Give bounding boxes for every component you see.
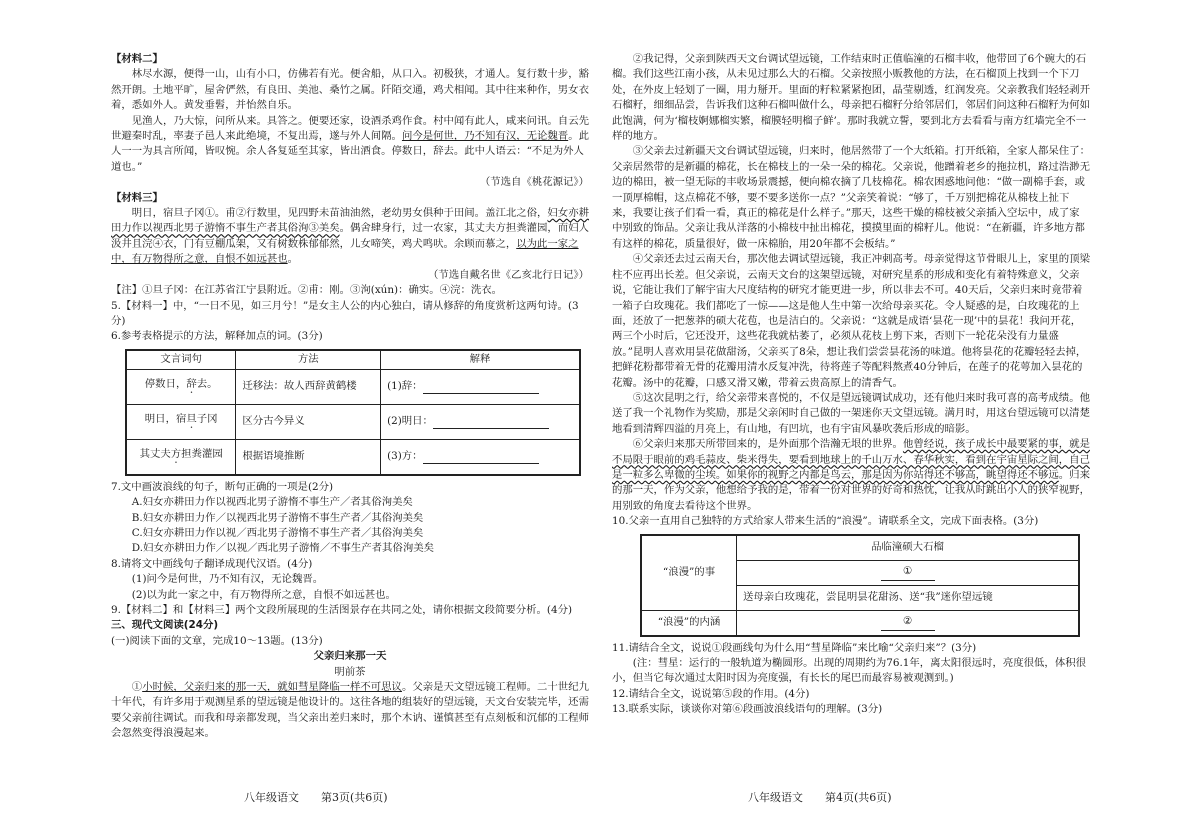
underlined-sentence-2: 以为此一家之中，有万物得所之意，自恨不如远甚也 xyxy=(111,237,579,266)
wavy-sentence: 妇女亦耕田力作以视西北男子游惰不事生产者其俗洵③美矣 xyxy=(111,207,589,235)
method-cell: 迁移法：故人西辞黄鹤楼 xyxy=(236,369,381,404)
blank-cell[interactable]: ① xyxy=(737,560,1080,585)
material-3-title: 【材料三】 xyxy=(111,191,163,204)
option-c[interactable]: C.妇女亦耕田力作以视／西北男子游惰不事生产者／其俗洵美矣 xyxy=(131,526,424,539)
phrase-cell: 明日，宿旦子冈 xyxy=(126,404,236,439)
material-3-para: 明日，宿旦子冈①。甫②行数里，见四野未苗油油然，老幼男女俱种于田间。盖江北之俗，妇女亦耕田力作以视西北男子游惰不事生产者其俗洵③美矣。偶舍肆身行，过一农家，其丈夫方担粪灌园，而妇人汲井且浣④衣，门有豆棚瓜架，又有树数株郁郁然，儿女啼笑，鸡犬鸣吠。余顾而慕之，以为此一家之中，有万物得所之意，自恨不如远甚也。 xyxy=(111,207,589,266)
left-page xyxy=(111,52,589,742)
article-para-6: ⑥父亲归来那天所带回来的，是外面那个浩瀚无垠的世界。他曾经说，孩子成长中最要紧的事，就是不局限于眼前的鸡毛蒜皮、柴米得失，要看到地球上的千山万水、春华秋实，看到在宇宙星际之间，自己是一粒多么卑微的尘埃。如果你的视野之内都是鸟云，那是因为你站得还不够高，眺望得还不够远。归来的那一天，作为父亲，他想给予我的是，带着一份对世界的好奇和热忱，让我从时跳出小人的狭窄视野，用别致的角度去看待这个世界。 xyxy=(612,438,1090,512)
article-para-4: ④父亲还去过云南天台，那次他去调试望远镜，我正冲刺高考。母亲觉得这节骨眼儿上，家里的顶梁柱不应再出长差。但父亲说，云南天文台的这架望远镜，对研究星系的形成和变化有着特殊意义，父亲说，它能让我们了解宇宙大尺度结构的研究才能更进一步，所以非去不可。40天后，父亲归来时竟带着一箱子白玫瑰花。我们都吃了一惊——这是他人生中第一次给母亲买花。令人疑惑的是，白玫瑰花的上面，还放了一把葱莽的硕大花苞，也是洁白的。父亲说：“这就是成语‘昙花一现’中的昙花！我问开花，两三个小时后，它还没开，这些花我就枯萎了，必须从花枝上剪下来，否则下一轮花朵没有力量盛放。”昆明人喜欢用昙花做甜汤，父亲买了8朵，想让我们尝尝昙花汤的味道。他将昙花的花瓣轻轻去掉，把鲜花粉都带着无骨的花瓣用清水反复冲洗，待将莲子等配料熬煮40分钟后，在莲子的花萼加入昙花的花瓣。汤中的花瓣，口感又滑又嫩，带着云贵高原上的清香气。 xyxy=(612,253,1090,389)
table-header: 文言词句 xyxy=(126,350,236,370)
section-3-heading: 三、现代文阅读(24分) xyxy=(111,619,219,632)
answer-cell[interactable]: (1)辞： xyxy=(381,369,580,404)
material-2-source: （节选自《桃花源记》） xyxy=(479,176,589,189)
question-10: 10.父亲一直用自己独特的方式给家人带来生活的“浪漫”。请联系全文，完成下面表格。(3分) xyxy=(612,515,1039,528)
option-d[interactable]: D.妇女亦耕田力作／以视／西北男子游惰／不事生产者其俗洵美矣 xyxy=(131,542,434,555)
option-b[interactable]: B.妇女亦耕田力作／以视西北男子游惰不事生产者／其俗洵美矣 xyxy=(131,511,424,524)
question-8-1: (1)问今是何世，乃不知有汉，无论魏晋。 xyxy=(131,573,324,586)
table-cell: 送母亲白玫瑰花，尝昆明昙花甜汤、送“我”迷你望远镜 xyxy=(737,585,1080,610)
phrase-cell: 停数日，辞去。 xyxy=(126,369,236,404)
table-header: 解释 xyxy=(381,350,580,370)
question-13: 13.联系实际，谈谈你对第⑥段画波浪线语句的理解。(3分) xyxy=(612,703,883,716)
table-header: 方法 xyxy=(236,350,381,370)
question-11-note: (注：彗星：运行的一般轨道为椭圆形。出现的周期约为76.1年，离太阳很远时，亮度很低，体积很小，但当它每次通过太阳时因为亮度强，有长长的尾巴而最容易被观测到。) xyxy=(612,657,1086,685)
table-row xyxy=(126,439,580,475)
right-page-footer: 八年级语文 第4页(共6页) xyxy=(748,791,892,804)
left-page-footer: 八年级语文 第3页(共6页) xyxy=(244,791,388,804)
method-cell: 根据语境推断 xyxy=(236,439,381,475)
underlined-sentence-3: 小时候，父亲归来的那一天，就如彗星降临一样不可思议 xyxy=(142,681,402,693)
article-author: 明前茶 xyxy=(334,665,366,678)
table-row xyxy=(126,369,580,404)
question-8: 8.请将文中画线句子翻译成现代汉语。(4分) xyxy=(111,557,313,570)
table-row xyxy=(126,404,580,439)
wavy-sentence: 他曾经说，孩子成长中最要紧的事，就是不局限于眼前的鸡毛蒜皮、柴米得失，要看到地球上的千山万水、春华秋实，看到在宇宙星际之间，自己是一粒多么卑微的尘埃。如果你的视野之内都是鸟云，那是因为你站得还不够高，眺望得还不够远 xyxy=(612,438,1090,481)
article-para-3: ③父亲去过新疆天文台调试望远镜，归来时，他居然带了一个大纸箱。打开纸箱，全家人都呆住了：父亲居然带的是新疆的棉花，长在棉枝上的一朵一朵的棉花。父亲说，他蹭着老乡的拖拉机，路过浩渺无边的棉田，被一望无际的丰收场景震撼，便向棉农摘了几枝棉花。棉农困惑地问他：“做一副棉手套，或一顶厚棉帽，这点棉花不够，要不要多送你一点？”父亲笑着说：“够了，千万别把棉花从棉枝上扯下来，我要让孩子们看一看，真正的棉花是什么样子。”那天，这些干燥的棉枝被父亲插入空坛中，成了家中别致的饰品。父亲让我从洋落的小棉枝中扯出棉花，摸摸里面的棉籽儿。他说：“在新疆，许多地方都有这样的棉花，质量很好，做一床棉胎，用20年都不会板结。” xyxy=(612,145,1090,250)
blank-cell[interactable]: ② xyxy=(737,610,1080,636)
row-label: “浪漫”的事 xyxy=(641,535,737,611)
subsection-1: (一)阅读下面的文章，完成10～13题。(13分) xyxy=(111,634,323,647)
question-10-table xyxy=(640,534,1080,637)
table-row xyxy=(641,535,1079,561)
question-7: 7.文中画波浪线的句子，断句正确的一项是(2分) xyxy=(111,480,334,493)
article-title: 父亲归来那一天 xyxy=(313,650,387,663)
article-para-2: ②我记得，父亲到陕西天文台调试望远镜，工作结束时正值临潼的石榴丰收，他带回了6个碗大的石榴。我们这些江南小孩，从未见过那么大的石榴。父亲按照小贩教他的方法，在石榴顶上找到一个下刀处，在外皮上轻划了一圈，用力掰开。里面的籽粒紧紧抱团，晶莹剔透，红润发亮。父亲教我们轻轻剥开石榴籽，细细品尝，告诉我们这种石榴叫做什么，母亲把石榴籽分给邻居们，邻居们问这种石榴籽为何如此饱满，何为‘榴枝婀娜榴实繁，榴膜轻明榴子鲜’。那时我就立誓，要到北方去看看与南方红墙完全不一样的地方。 xyxy=(612,53,1090,143)
notes: 【注】①旦子冈：在江苏省江宁县附近。②甫：刚。③洵(xún)：确实。④浣：洗衣。 xyxy=(111,284,503,297)
question-9: 9.【材料二】和【材料三】两个文段所展现的生活图景存在共同之处，请你根据文段简要分析。(4分) xyxy=(111,603,573,616)
answer-cell[interactable]: (2)明日： xyxy=(381,404,580,439)
question-6-table xyxy=(125,349,581,476)
table-cell: 品临潼硕大石榴 xyxy=(737,535,1080,561)
question-5: 5.【材料一】中，“一日不见，如三月兮！”是女主人公的内心独白，请从修辞的角度赏析这两句诗。(3分) xyxy=(111,299,579,327)
question-11: 11.请结合全文，说说①段画线句为什么用“彗星降临”来比喻“父亲归来”？(3分) xyxy=(612,641,977,654)
article-para-1: ①小时候，父亲归来的那一天，就如彗星降临一样不可思议。父亲是天文望远镜工程师。二十世纪九十年代，有许多用于观测星系的望远镜是他设计的。这往各地的组装好的望远镜，天文台安装完毕，还需要父亲前往调试。而我和母亲都发现，当父亲出差归来时，那个木讷、谨慎甚至有点刻板和沉郁的工程师会忽然变得浪漫起来。 xyxy=(111,681,589,740)
option-a[interactable]: A.妇女亦耕田力作以视西北男子游惰不事生产／者其俗洵美矣 xyxy=(131,496,413,509)
row-label: “浪漫”的内涵 xyxy=(641,610,737,636)
material-2-para-1: 林尽水源，便得一山，山有小口，仿佛若有光。便舍船，从口入。初极狭，才通人。复行数十步，豁然开朗。土地平旷，屋舍俨然，有良田、美池、桑竹之属。阡陌交通，鸡犬相闻。其中往来种作，男女衣着，悉如外人。黄发垂髫，并怡然自乐。 xyxy=(111,68,589,112)
material-2-title: 【材料二】 xyxy=(111,53,163,65)
right-page xyxy=(612,52,1090,718)
method-cell: 区分古今异义 xyxy=(236,404,381,439)
material-3-source: （节选自戴名世《乙亥北行日记》） xyxy=(427,268,589,281)
phrase-cell: 其丈夫方担粪灌园 xyxy=(126,439,236,475)
question-8-2: (2)以为此一家之中，有万物得所之意，自恨不如远甚也。 xyxy=(131,588,396,601)
answer-cell[interactable]: (3)方： xyxy=(381,439,580,475)
table-row xyxy=(641,610,1079,636)
underlined-sentence-1: 问今是何世，乃不知有汉，无论魏晋 xyxy=(401,130,569,143)
question-12: 12.请结合全文，说说第⑤段的作用。(4分) xyxy=(612,687,810,700)
question-6: 6.参考表格提示的方法，解释加点的词。(3分) xyxy=(111,330,323,343)
material-2-para-2: 见渔人，乃大惊，问所从来。具答之。便要还家，设酒杀鸡作食。村中闻有此人，咸来问讯。自云先世避秦时乱，率妻子邑人来此绝境，不复出焉，遂与外人间隔。问今是何世，乃不知有汉，无论魏晋。此人一一为具言所闻，皆叹惋。余人各复延至其家，皆出酒食。停数日，辞去。此中人语云：“不足为外人道也。” xyxy=(111,114,589,173)
article-para-5: ⑤这次昆明之行，给父亲带来喜悦的，不仅是望远镜调试成功，还有他归来时我可喜的高考成绩。他送了我一个礼物作为奖励，那是父亲闲时自己做的一架迷你天文望远镜。满月时，用这台望远镜可以清楚地看到清辉四溢的月亮上，有山地，有凹坑，也有宇宙风暴吹袭后形成的暗影。 xyxy=(612,391,1090,435)
